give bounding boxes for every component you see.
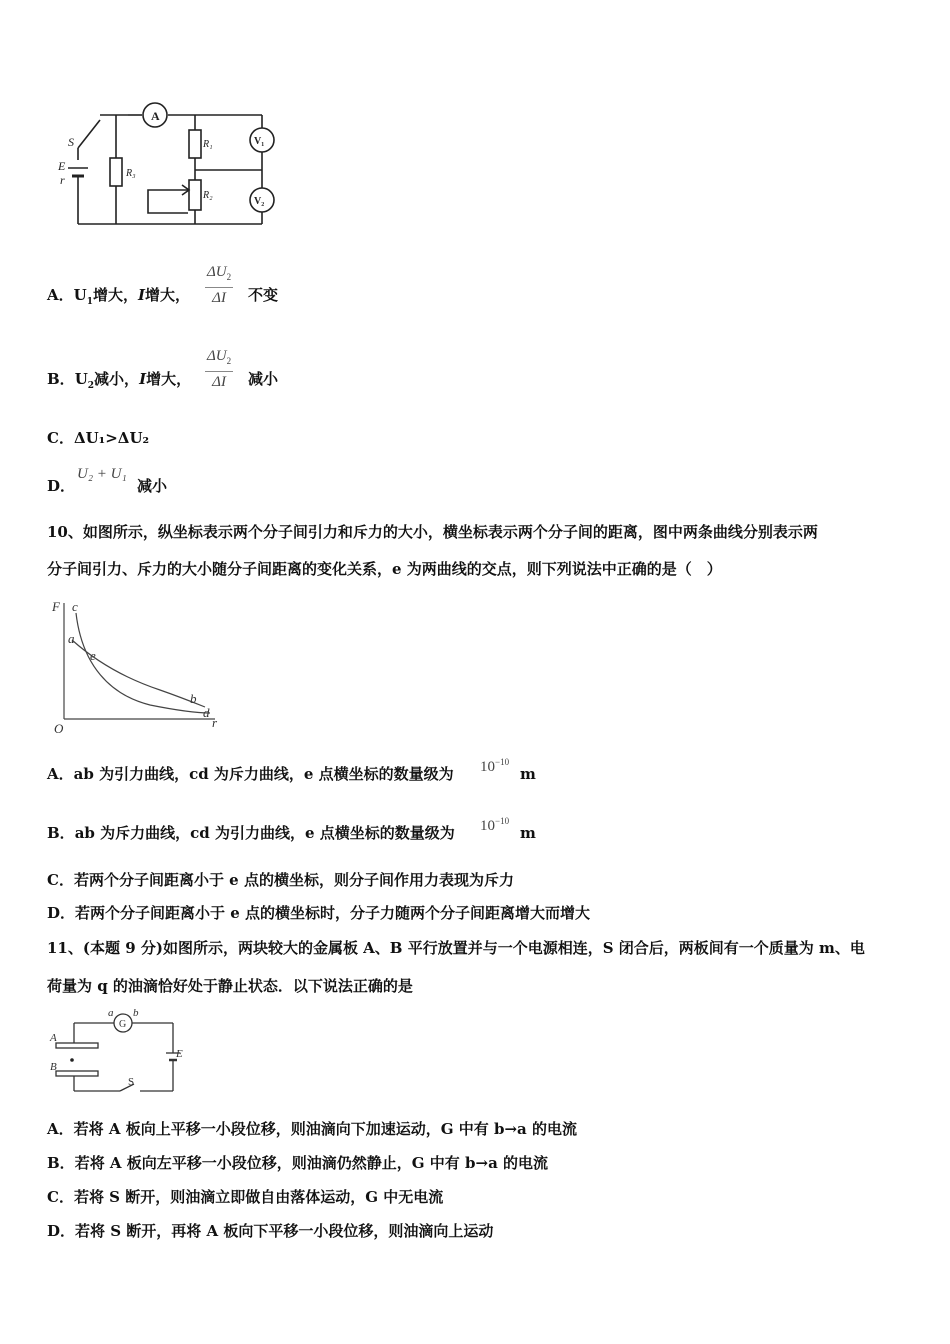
- axis-r-label: r: [212, 715, 218, 730]
- q9-circuit-diagram: [50, 100, 280, 230]
- battery-e-label: E: [176, 1048, 183, 1060]
- r3-label: R₃: [126, 168, 136, 179]
- q9-b-fraction: $\frac{\Delta U_2}{\Delta I}$: [207, 348, 232, 390]
- q9-option-c[interactable]: C．ΔU₁>ΔU₂: [47, 429, 150, 447]
- q11-option-d[interactable]: D．若将 S 断开，再将 A 板向下平移一小段位移，则油滴向上运动: [47, 1222, 494, 1240]
- q10-option-a[interactable]: A．ab 为引力曲线，cd 为斥力曲线，e 点横坐标的数量级为: [47, 765, 454, 783]
- q9-option-a[interactable]: A．$U_1$增大，I增大，: [47, 286, 191, 307]
- r1-label: R₁: [203, 139, 213, 150]
- q11-stem-line1: 11、(本题 9 分)如图所示，两块较大的金属板 A、B 平行放置并与一个电源相连，S 闭合后，两板间有一个质量为 m、电: [47, 939, 865, 957]
- plate-b-label: B: [50, 1061, 57, 1073]
- terminal-b-label: b: [133, 1007, 139, 1019]
- q10-force-graph: [50, 595, 230, 740]
- emf-label: E: [58, 159, 66, 173]
- q10-stem-line2: 分子间引力、斥力的大小随分子间距离的变化关系，e 为两曲线的交点，则下列说法中正确的是（ ）: [47, 560, 722, 578]
- curve-d-label: d: [203, 705, 210, 720]
- q11-stem-line2: 荷量为 q 的油滴恰好处于静止状态．以下说法正确的是: [47, 977, 413, 995]
- q9-option-d[interactable]: D．: [47, 477, 76, 495]
- q10-option-b[interactable]: B．ab 为斥力曲线，cd 为引力曲线，e 点横坐标的数量级为: [47, 824, 455, 842]
- axis-f-label: F: [52, 599, 60, 614]
- galvanometer-label: G: [119, 1019, 127, 1030]
- curve-a-label: a: [68, 631, 75, 646]
- q9-a-fraction: $\frac{\Delta U_2}{\Delta I}$: [207, 264, 232, 306]
- q9-option-b-tail: 减小: [248, 370, 279, 388]
- origin-label: O: [54, 721, 64, 736]
- q9-d-expression: U₂ + U₁: [77, 466, 127, 482]
- q10-a-unit: m: [520, 765, 536, 783]
- internal-resistance-label: r: [60, 173, 65, 187]
- q11-capacitor-diagram: [48, 1005, 188, 1105]
- switch-s-label: S: [128, 1076, 135, 1088]
- q11-option-a[interactable]: A．若将 A 板向上平移一小段位移，则油滴向下加速运动，G 中有 b→a 的电流: [47, 1120, 577, 1138]
- q10-b-unit: m: [520, 824, 536, 842]
- q10-a-power: $10^{-10}$: [480, 757, 510, 775]
- q11-option-c[interactable]: C．若将 S 断开，则油滴立即做自由落体运动，G 中无电流: [47, 1188, 444, 1206]
- ammeter-label: A: [151, 109, 160, 123]
- q10-option-d[interactable]: D．若两个分子间距离小于 e 点的横坐标时，分子力随两个分子间距离增大而增大: [47, 904, 591, 922]
- q9-option-b[interactable]: B．$U_2$减小，I增大，: [47, 370, 192, 391]
- terminal-a-label: a: [108, 1007, 114, 1019]
- q10-option-c[interactable]: C．若两个分子间距离小于 e 点的横坐标，则分子间作用力表现为斥力: [47, 871, 514, 889]
- q9-option-d-tail: 减小: [137, 477, 168, 495]
- curve-c-label: c: [72, 599, 78, 614]
- plate-a-label: A: [50, 1032, 57, 1044]
- oil-drop: [70, 1058, 74, 1062]
- q10-b-power: $10^{-10}$: [480, 816, 510, 834]
- v1-label: V₁: [254, 136, 265, 147]
- switch-label: S: [68, 135, 74, 149]
- curve-b-label: b: [190, 691, 197, 706]
- v2-label: V₂: [254, 196, 265, 207]
- point-e-label: e: [90, 648, 96, 663]
- q10-stem-line1: 10、如图所示，纵坐标表示两个分子间引力和斥力的大小，横坐标表示两个分子间的距离，图中两条曲线分别表示两: [47, 523, 818, 541]
- r2-label: R₂: [203, 190, 213, 201]
- q11-option-b[interactable]: B．若将 A 板向左平移一小段位移，则油滴仍然静止，G 中有 b→a 的电流: [47, 1154, 549, 1172]
- q9-option-a-tail: 不变: [248, 286, 279, 304]
